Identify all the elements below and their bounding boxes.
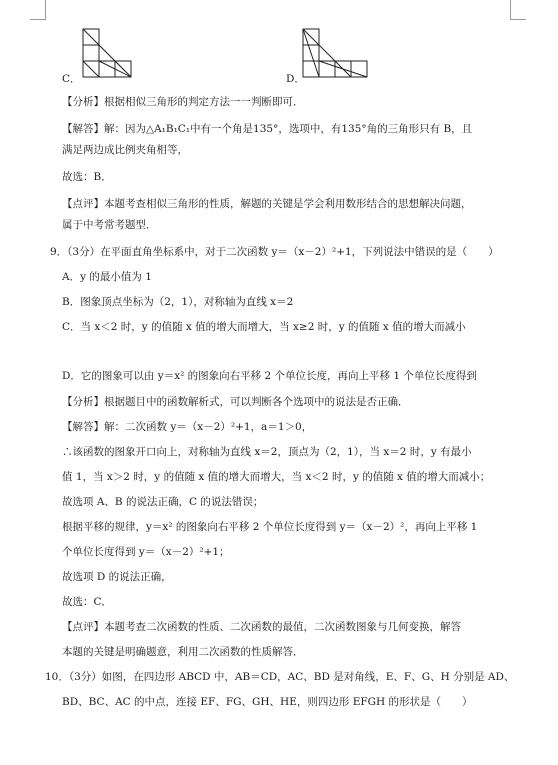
crop-mark-top-left-horizontal <box>30 19 46 20</box>
question-9-option-c: C．当 x＜2 时，y 的值随 x 值的增大而增大，当 x≥2 时，y 的值随 x 值的增大而减小 <box>62 321 466 333</box>
solution-line: 故选项 A、B 的说法正确，C 的说法错误； <box>62 496 264 508</box>
option-c-label: C． <box>62 73 81 85</box>
crop-mark-top-right-vertical <box>510 0 511 20</box>
solution-line: 满足两边成比例夹角相等， <box>62 144 188 156</box>
question-10-stem: 10．（3分）如图，在四边形 ABCD 中，AB＝CD，AC、BD 是对角线，E、F、G、H 分别是 AD、 <box>45 671 515 683</box>
solution-line: 故选项 D 的说法正确， <box>62 571 172 583</box>
answer-line: 故选：C． <box>62 596 113 608</box>
analysis-line: 【分析】根据相似三角形的判定方法一一判断即可． <box>62 96 304 108</box>
solution-line: 个单位长度得到 y＝（x－2）²+1； <box>62 546 230 558</box>
option-d-label: D． <box>286 73 305 85</box>
option-c-figure <box>78 27 136 79</box>
question-10-stem: BD、BC、AC 的中点，连接 EF、FG、GH、HE，则四边形 EFGH 的形状是（ ） <box>62 696 473 708</box>
comment-line: 【点评】本题考查相似三角形的性质，解题的关键是学会利用数形结合的思想解决问题， <box>62 198 472 210</box>
comment-line: 【点评】本题考查二次函数的性质、二次函数的最值，二次函数图象与几何变换，解答 <box>62 621 461 633</box>
crop-mark-top-right-horizontal <box>510 19 526 20</box>
question-9-option-a: A．y 的最小值为 1 <box>62 271 152 283</box>
solution-line: 根据平移的规律，y＝x² 的图象向右平移 2 个单位长度得到 y＝（x－2）²，再向上平移 1 <box>62 521 478 533</box>
analysis-line: 【分析】根据题目中的函数解析式，可以判断各个选项中的说法是否正确． <box>62 396 409 408</box>
comment-line: 本题的关键是明确题意，利用二次函数的性质解答． <box>62 646 304 658</box>
option-d-figure <box>300 26 378 80</box>
solution-line: 【解答】解：二次函数 y＝（x－2）²+1，a＝1＞0， <box>62 421 313 433</box>
question-9-option-d: D．它的图象可以由 y＝x² 的图象向右平移 2 个单位长度，再向上平移 1 个单位长度得到 <box>62 370 477 382</box>
solution-line: ∴该函数的图象开口向上，对称轴为直线 x＝2，顶点为（2，1），当 x＝2 时，y 有最小 <box>62 446 472 458</box>
comment-line: 属于中考常考题型． <box>62 219 157 231</box>
answer-line: 故选：B． <box>62 171 112 183</box>
crop-mark-top-left-vertical <box>45 0 46 20</box>
question-9-stem: 9．（3分）在平面直角坐标系中，对于二次函数 y＝（x－2）²+1，下列说法中错误的是（ ） <box>50 246 499 258</box>
question-9-option-b: B．图象顶点坐标为（2，1），对称轴为直线 x＝2 <box>62 296 294 308</box>
solution-line: 【解答】解：因为△A₁B₁C₁中有一个角是135°，选项中，有135°角的三角形只有 B，且 <box>62 123 473 135</box>
solution-line: 值 1，当 x＞2 时，y 的值随 x 值的增大而增大，当 x＜2 时，y 的值随 x 值的增大而减小； <box>62 471 491 483</box>
